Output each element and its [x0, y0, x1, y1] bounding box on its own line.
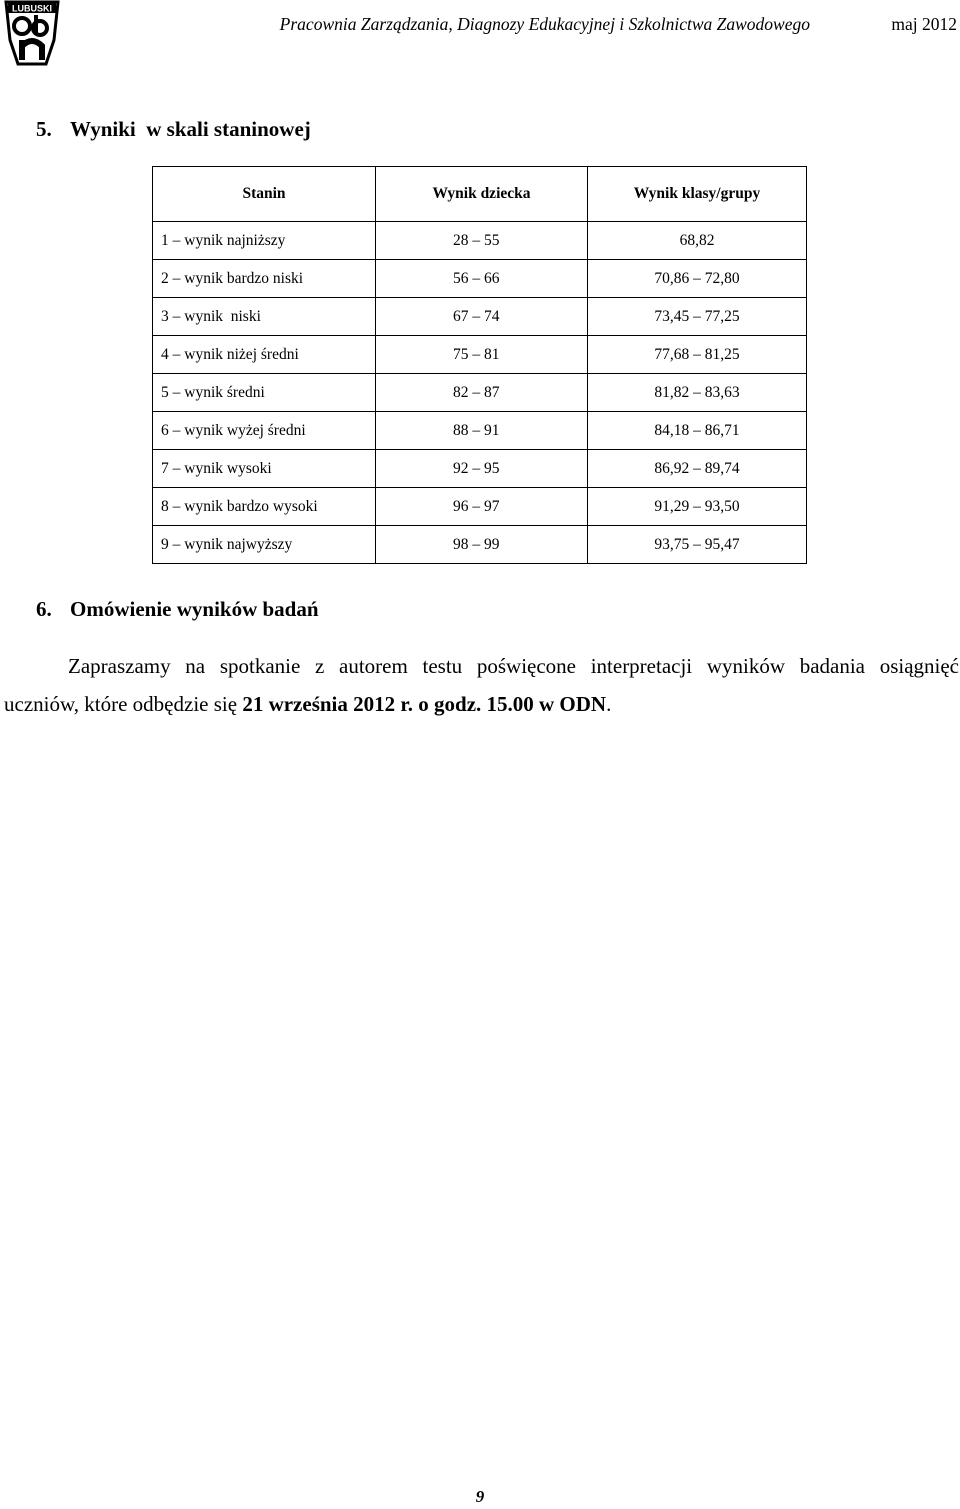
odn-logo-icon — [2, 0, 62, 68]
child-result-cell: 28 – 55 — [376, 222, 588, 260]
child-result-cell: 75 – 81 — [376, 336, 588, 374]
table-row — [153, 336, 807, 374]
section-title: Omówienie wyników badań — [70, 597, 319, 621]
invitation-paragraph — [4, 647, 959, 723]
logo — [2, 0, 62, 68]
table-row — [153, 450, 807, 488]
class-result-cell: 86,92 – 89,74 — [588, 450, 807, 488]
stanin-cell: 8 – wynik bardzo wysoki — [153, 488, 376, 526]
section-number: 5. — [36, 117, 52, 141]
paragraph-line-1: Zapraszamy na spotkanie z autorem testu poświęcone interpretacji wyników badania osiągnięć — [68, 654, 959, 678]
stanin-cell: 3 – wynik niski — [153, 298, 376, 336]
table-row — [153, 222, 807, 260]
page-number: 9 — [475, 1487, 485, 1506]
child-result-cell: 88 – 91 — [376, 412, 588, 450]
class-result-cell: 77,68 – 81,25 — [588, 336, 807, 374]
stanin-cell: 4 – wynik niżej średni — [153, 336, 376, 374]
class-result-cell: 68,82 — [588, 222, 807, 260]
table-row — [153, 298, 807, 336]
class-result-cell: 70,86 – 72,80 — [588, 260, 807, 298]
stanin-cell: 2 – wynik bardzo niski — [153, 260, 376, 298]
column-header-class-result: Wynik klasy/grupy — [588, 167, 807, 222]
table-row — [153, 488, 807, 526]
header-date: maj 2012 — [891, 14, 957, 34]
header-title: Pracownia Zarządzania, Diagnozy Edukacyjnej i Szkolnictwa Zawodowego — [279, 14, 810, 34]
child-result-cell: 98 – 99 — [376, 526, 588, 564]
table-row — [153, 412, 807, 450]
table-header-row — [153, 167, 807, 222]
child-result-cell: 56 – 66 — [376, 260, 588, 298]
meeting-date-text: 21 września 2012 r. o godz. 15.00 w ODN — [242, 692, 607, 716]
paragraph-end: . — [606, 692, 612, 716]
column-header-stanin: Stanin — [153, 167, 376, 222]
class-result-cell: 91,29 – 93,50 — [588, 488, 807, 526]
section-title: Wyniki w skali staninowej — [70, 117, 311, 141]
child-result-cell: 92 – 95 — [376, 450, 588, 488]
child-result-cell: 67 – 74 — [376, 298, 588, 336]
section-number: 6. — [36, 597, 52, 621]
stanin-cell: 1 – wynik najniższy — [153, 222, 376, 260]
section-6-heading — [36, 597, 319, 622]
stanin-cell: 7 – wynik wysoki — [153, 450, 376, 488]
stanin-table — [152, 166, 807, 564]
class-result-cell: 93,75 – 95,47 — [588, 526, 807, 564]
column-header-child-result: Wynik dziecka — [376, 167, 588, 222]
class-result-cell: 81,82 – 83,63 — [588, 374, 807, 412]
table-row — [153, 374, 807, 412]
table-row — [153, 260, 807, 298]
stanin-cell: 6 – wynik wyżej średni — [153, 412, 376, 450]
class-result-cell: 73,45 – 77,25 — [588, 298, 807, 336]
class-result-cell: 84,18 – 86,71 — [588, 412, 807, 450]
child-result-cell: 82 – 87 — [376, 374, 588, 412]
section-5-heading — [36, 117, 311, 142]
paragraph-line-2 — [4, 685, 959, 723]
svg-text:LUBUSKI: LUBUSKI — [12, 3, 52, 14]
table-row — [153, 526, 807, 564]
child-result-cell: 96 – 97 — [376, 488, 588, 526]
stanin-cell: 9 – wynik najwyższy — [153, 526, 376, 564]
paragraph-text: uczniów, które odbędzie się — [4, 692, 243, 716]
stanin-cell: 5 – wynik średni — [153, 374, 376, 412]
